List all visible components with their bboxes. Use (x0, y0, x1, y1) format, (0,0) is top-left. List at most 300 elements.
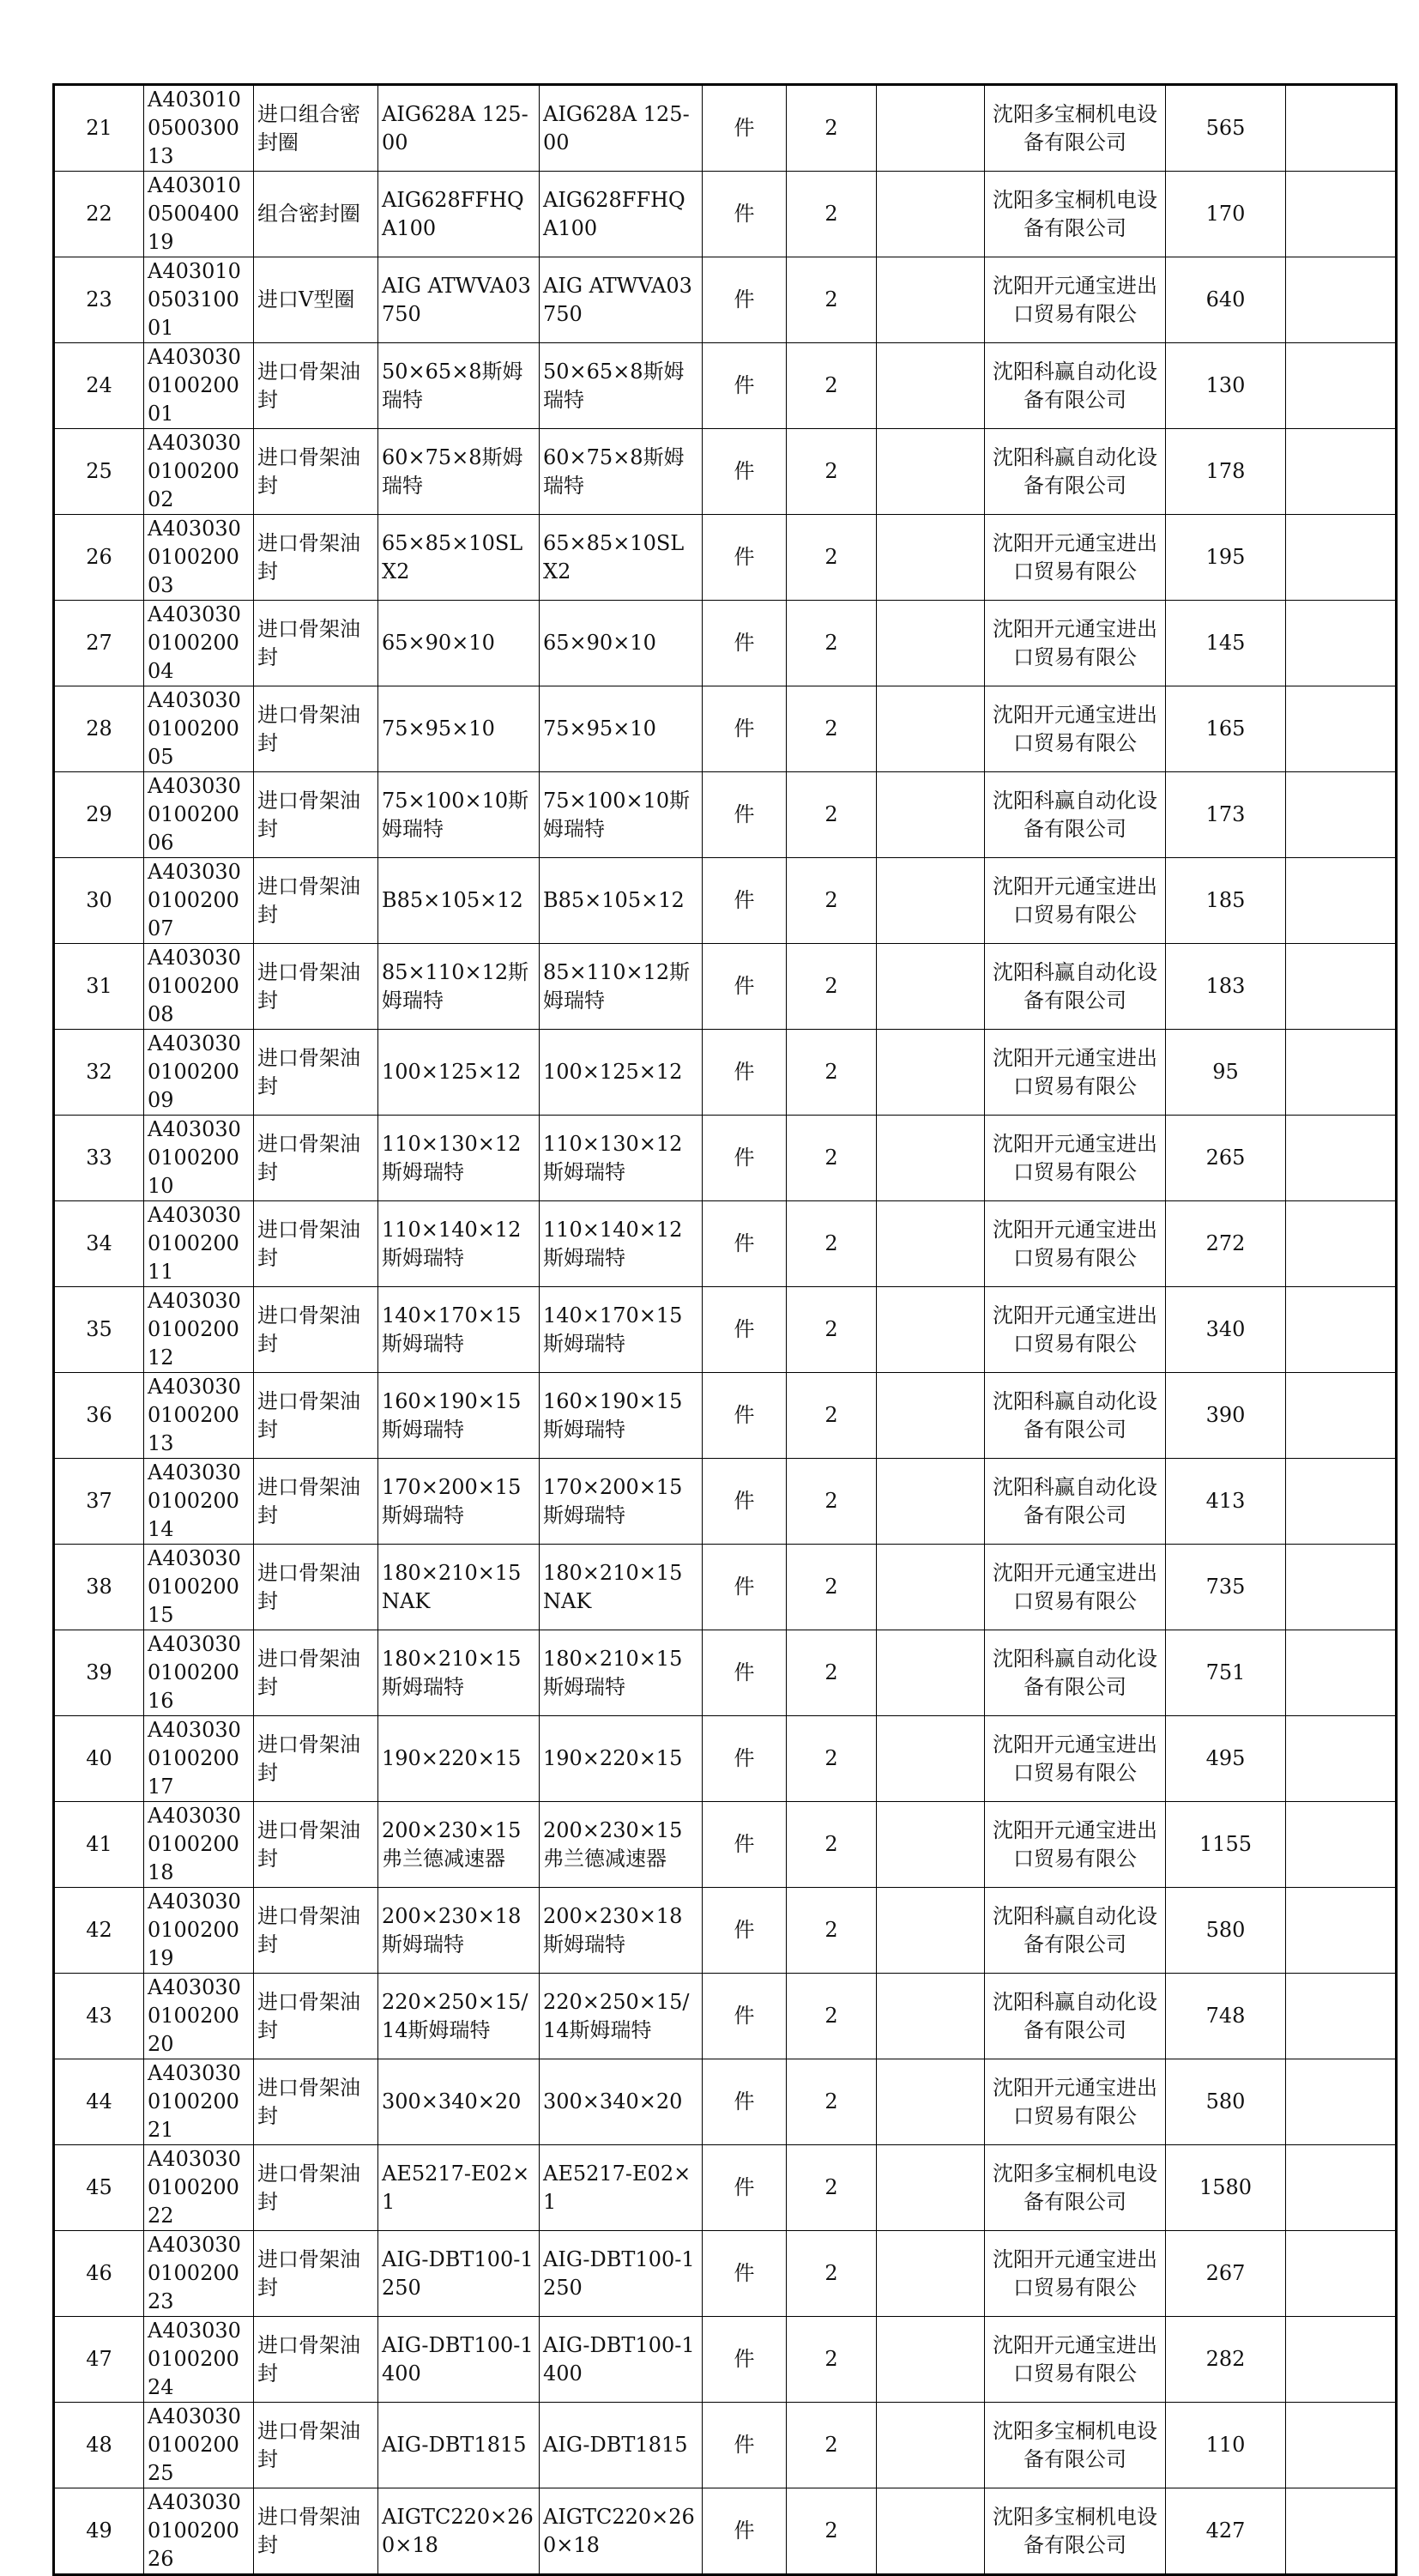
price-cell: 173 (1166, 772, 1286, 858)
remark-cell (1286, 1030, 1397, 1116)
supplier-cell: 沈阳多宝桐机电设备有限公司 (985, 2145, 1166, 2231)
specification-cell: AIG-DBT100-1250 (378, 2231, 540, 2317)
material-code-cell: A403030010020002 (144, 429, 254, 515)
quantity-cell: 2 (787, 1373, 877, 1459)
table-row (54, 515, 1397, 601)
remark-cell (1286, 343, 1397, 429)
material-code-cell: A403030010020001 (144, 343, 254, 429)
table-row (54, 2488, 1397, 2575)
note-cell (877, 515, 985, 601)
material-name-cell: 进口骨架油封 (254, 1030, 378, 1116)
note-cell (877, 1974, 985, 2059)
specification-cell: AIG ATWVA03750 (378, 257, 540, 343)
price-cell: 183 (1166, 944, 1286, 1030)
note-cell (877, 2145, 985, 2231)
row-number-cell: 28 (54, 686, 144, 772)
remark-cell (1286, 2231, 1397, 2317)
quantity-cell: 2 (787, 1287, 877, 1373)
unit-cell: 件 (703, 1630, 787, 1716)
remark-cell (1286, 172, 1397, 257)
supplier-cell: 沈阳科赢自动化设备有限公司 (985, 1459, 1166, 1545)
note-cell (877, 1630, 985, 1716)
material-name-cell: 进口骨架油封 (254, 601, 378, 686)
note-cell (877, 1545, 985, 1630)
remark-cell (1286, 601, 1397, 686)
material-name-cell: 进口骨架油封 (254, 2403, 378, 2488)
material-name-cell: 进口骨架油封 (254, 2145, 378, 2231)
supplier-cell: 沈阳开元通宝进出口贸易有限公 (985, 2317, 1166, 2403)
row-number-cell: 26 (54, 515, 144, 601)
table-row (54, 1716, 1397, 1802)
remark-cell (1286, 1974, 1397, 2059)
quantity-cell: 2 (787, 772, 877, 858)
material-name-cell: 进口骨架油封 (254, 772, 378, 858)
model-cell: 220×250×15/14斯姆瑞特 (540, 1974, 703, 2059)
price-cell: 1155 (1166, 1802, 1286, 1888)
table-row (54, 2317, 1397, 2403)
remark-cell (1286, 2403, 1397, 2488)
specification-cell: 60×75×8斯姆瑞特 (378, 429, 540, 515)
material-code-cell: A403030010020019 (144, 1888, 254, 1974)
quantity-cell: 2 (787, 2145, 877, 2231)
model-cell: 200×230×15弗兰德减速器 (540, 1802, 703, 1888)
note-cell (877, 2488, 985, 2575)
model-cell: AIG628FFHQA100 (540, 172, 703, 257)
material-name-cell: 进口V型圈 (254, 257, 378, 343)
remark-cell (1286, 858, 1397, 944)
note-cell (877, 858, 985, 944)
row-number-cell: 42 (54, 1888, 144, 1974)
table-row (54, 2231, 1397, 2317)
note-cell (877, 686, 985, 772)
material-code-cell: A403030010020024 (144, 2317, 254, 2403)
note-cell (877, 343, 985, 429)
unit-cell: 件 (703, 858, 787, 944)
material-name-cell: 进口骨架油封 (254, 1287, 378, 1373)
quantity-cell: 2 (787, 2059, 877, 2145)
row-number-cell: 24 (54, 343, 144, 429)
remark-cell (1286, 429, 1397, 515)
specification-cell: 170×200×15斯姆瑞特 (378, 1459, 540, 1545)
supplier-cell: 沈阳开元通宝进出口贸易有限公 (985, 858, 1166, 944)
remark-cell (1286, 2488, 1397, 2575)
unit-cell: 件 (703, 2145, 787, 2231)
supplier-cell: 沈阳科赢自动化设备有限公司 (985, 429, 1166, 515)
unit-cell: 件 (703, 1373, 787, 1459)
unit-cell: 件 (703, 2488, 787, 2575)
material-name-cell: 进口骨架油封 (254, 1116, 378, 1201)
price-cell: 282 (1166, 2317, 1286, 2403)
remark-cell (1286, 1459, 1397, 1545)
supplier-cell: 沈阳科赢自动化设备有限公司 (985, 1630, 1166, 1716)
model-cell: 170×200×15斯姆瑞特 (540, 1459, 703, 1545)
model-cell: 190×220×15 (540, 1716, 703, 1802)
specification-cell: 50×65×8斯姆瑞特 (378, 343, 540, 429)
material-name-cell: 进口骨架油封 (254, 858, 378, 944)
specification-cell: AIG-DBT1815 (378, 2403, 540, 2488)
note-cell (877, 601, 985, 686)
remark-cell (1286, 1716, 1397, 1802)
remark-cell (1286, 2059, 1397, 2145)
material-code-cell: A403030010020020 (144, 1974, 254, 2059)
model-cell: AIG628A 125-00 (540, 85, 703, 172)
material-name-cell: 进口骨架油封 (254, 1888, 378, 1974)
row-number-cell: 37 (54, 1459, 144, 1545)
price-cell: 178 (1166, 429, 1286, 515)
remark-cell (1286, 772, 1397, 858)
quantity-cell: 2 (787, 2317, 877, 2403)
note-cell (877, 1459, 985, 1545)
table-row (54, 2059, 1397, 2145)
quantity-cell: 2 (787, 85, 877, 172)
price-cell: 580 (1166, 2059, 1286, 2145)
supplier-cell: 沈阳科赢自动化设备有限公司 (985, 944, 1166, 1030)
specification-cell: AE5217-E02×1 (378, 2145, 540, 2231)
model-cell: 100×125×12 (540, 1030, 703, 1116)
remark-cell (1286, 944, 1397, 1030)
table-row (54, 686, 1397, 772)
remark-cell (1286, 1373, 1397, 1459)
row-number-cell: 31 (54, 944, 144, 1030)
table-row (54, 1030, 1397, 1116)
supplier-cell: 沈阳科赢自动化设备有限公司 (985, 1373, 1166, 1459)
supplier-cell: 沈阳多宝桐机电设备有限公司 (985, 2488, 1166, 2575)
row-number-cell: 29 (54, 772, 144, 858)
row-number-cell: 46 (54, 2231, 144, 2317)
material-code-cell: A403030010020023 (144, 2231, 254, 2317)
material-name-cell: 进口组合密封圈 (254, 85, 378, 172)
specification-cell: 190×220×15 (378, 1716, 540, 1802)
remark-cell (1286, 1287, 1397, 1373)
row-number-cell: 21 (54, 85, 144, 172)
specification-cell: AIG628A 125-00 (378, 85, 540, 172)
row-number-cell: 30 (54, 858, 144, 944)
model-cell: AIG ATWVA03750 (540, 257, 703, 343)
table-row (54, 858, 1397, 944)
material-name-cell: 进口骨架油封 (254, 2488, 378, 2575)
table-row (54, 343, 1397, 429)
supplier-cell: 沈阳开元通宝进出口贸易有限公 (985, 1030, 1166, 1116)
row-number-cell: 49 (54, 2488, 144, 2575)
table-row (54, 1116, 1397, 1201)
material-code-cell: A403030010020007 (144, 858, 254, 944)
price-cell: 640 (1166, 257, 1286, 343)
specification-cell: 75×95×10 (378, 686, 540, 772)
model-cell: AIG-DBT100-1250 (540, 2231, 703, 2317)
row-number-cell: 33 (54, 1116, 144, 1201)
material-name-cell: 进口骨架油封 (254, 343, 378, 429)
model-cell: 180×210×15NAK (540, 1545, 703, 1630)
material-code-cell: A403030010020010 (144, 1116, 254, 1201)
quantity-cell: 2 (787, 858, 877, 944)
remark-cell (1286, 686, 1397, 772)
unit-cell: 件 (703, 2403, 787, 2488)
specification-cell: 100×125×12 (378, 1030, 540, 1116)
specification-cell: 140×170×15斯姆瑞特 (378, 1287, 540, 1373)
material-code-cell: A403030010020008 (144, 944, 254, 1030)
quantity-cell: 2 (787, 257, 877, 343)
price-cell: 110 (1166, 2403, 1286, 2488)
unit-cell: 件 (703, 1545, 787, 1630)
material-name-cell: 进口骨架油封 (254, 1716, 378, 1802)
model-cell: 65×90×10 (540, 601, 703, 686)
model-cell: 160×190×15斯姆瑞特 (540, 1373, 703, 1459)
table-row (54, 429, 1397, 515)
material-code-cell: A403030010020003 (144, 515, 254, 601)
note-cell (877, 85, 985, 172)
supplier-cell: 沈阳开元通宝进出口贸易有限公 (985, 515, 1166, 601)
remark-cell (1286, 2145, 1397, 2231)
material-code-cell: A403010050040019 (144, 172, 254, 257)
table-row (54, 1459, 1397, 1545)
material-name-cell: 进口骨架油封 (254, 1545, 378, 1630)
material-code-cell: A403010050030013 (144, 85, 254, 172)
price-cell: 165 (1166, 686, 1286, 772)
table-body (54, 85, 1397, 2575)
quantity-cell: 2 (787, 601, 877, 686)
row-number-cell: 48 (54, 2403, 144, 2488)
material-code-cell: A403030010020011 (144, 1201, 254, 1287)
quantity-cell: 2 (787, 1630, 877, 1716)
row-number-cell: 22 (54, 172, 144, 257)
quantity-cell: 2 (787, 515, 877, 601)
row-number-cell: 45 (54, 2145, 144, 2231)
price-cell: 267 (1166, 2231, 1286, 2317)
quantity-cell: 2 (787, 686, 877, 772)
price-cell: 427 (1166, 2488, 1286, 2575)
row-number-cell: 32 (54, 1030, 144, 1116)
supplier-cell: 沈阳科赢自动化设备有限公司 (985, 1888, 1166, 1974)
specification-cell: 220×250×15/14斯姆瑞特 (378, 1974, 540, 2059)
material-code-cell: A403030010020018 (144, 1802, 254, 1888)
price-cell: 495 (1166, 1716, 1286, 1802)
table-row (54, 257, 1397, 343)
row-number-cell: 27 (54, 601, 144, 686)
price-cell: 580 (1166, 1888, 1286, 1974)
table-row (54, 2403, 1397, 2488)
remark-cell (1286, 1888, 1397, 1974)
model-cell: 180×210×15斯姆瑞特 (540, 1630, 703, 1716)
model-cell: 50×65×8斯姆瑞特 (540, 343, 703, 429)
price-cell: 95 (1166, 1030, 1286, 1116)
material-name-cell: 进口骨架油封 (254, 515, 378, 601)
row-number-cell: 40 (54, 1716, 144, 1802)
unit-cell: 件 (703, 1716, 787, 1802)
unit-cell: 件 (703, 1116, 787, 1201)
price-cell: 130 (1166, 343, 1286, 429)
quantity-cell: 2 (787, 1545, 877, 1630)
model-cell: B85×105×12 (540, 858, 703, 944)
row-number-cell: 44 (54, 2059, 144, 2145)
price-cell: 170 (1166, 172, 1286, 257)
material-name-cell: 进口骨架油封 (254, 2231, 378, 2317)
material-name-cell: 进口骨架油封 (254, 429, 378, 515)
note-cell (877, 1802, 985, 1888)
material-code-cell: A403030010020013 (144, 1373, 254, 1459)
note-cell (877, 1030, 985, 1116)
unit-cell: 件 (703, 1974, 787, 2059)
quantity-cell: 2 (787, 1716, 877, 1802)
model-cell: 110×140×12斯姆瑞特 (540, 1201, 703, 1287)
quantity-cell: 2 (787, 1201, 877, 1287)
price-cell: 272 (1166, 1201, 1286, 1287)
quantity-cell: 2 (787, 172, 877, 257)
model-cell: 110×130×12斯姆瑞特 (540, 1116, 703, 1201)
model-cell: 85×110×12斯姆瑞特 (540, 944, 703, 1030)
supplier-cell: 沈阳开元通宝进出口贸易有限公 (985, 686, 1166, 772)
specification-cell: 200×230×15弗兰德减速器 (378, 1802, 540, 1888)
unit-cell: 件 (703, 1802, 787, 1888)
quantity-cell: 2 (787, 2231, 877, 2317)
supplier-cell: 沈阳科赢自动化设备有限公司 (985, 1974, 1166, 2059)
note-cell (877, 944, 985, 1030)
unit-cell: 件 (703, 601, 787, 686)
remark-cell (1286, 1545, 1397, 1630)
remark-cell (1286, 515, 1397, 601)
supplier-cell: 沈阳多宝桐机电设备有限公司 (985, 172, 1166, 257)
model-cell: 75×95×10 (540, 686, 703, 772)
supplier-cell: 沈阳开元通宝进出口贸易有限公 (985, 1545, 1166, 1630)
remark-cell (1286, 1201, 1397, 1287)
material-name-cell: 组合密封圈 (254, 172, 378, 257)
row-number-cell: 23 (54, 257, 144, 343)
material-name-cell: 进口骨架油封 (254, 686, 378, 772)
unit-cell: 件 (703, 343, 787, 429)
quantity-cell: 2 (787, 1974, 877, 2059)
unit-cell: 件 (703, 257, 787, 343)
quantity-cell: 2 (787, 1459, 877, 1545)
specification-cell: 75×100×10斯姆瑞特 (378, 772, 540, 858)
material-name-cell: 进口骨架油封 (254, 1201, 378, 1287)
table-row (54, 85, 1397, 172)
row-number-cell: 25 (54, 429, 144, 515)
model-cell: AIG-DBT100-1400 (540, 2317, 703, 2403)
row-number-cell: 35 (54, 1287, 144, 1373)
price-cell: 751 (1166, 1630, 1286, 1716)
specification-cell: 180×210×15NAK (378, 1545, 540, 1630)
material-code-cell: A403030010020016 (144, 1630, 254, 1716)
material-name-cell: 进口骨架油封 (254, 1459, 378, 1545)
price-cell: 340 (1166, 1287, 1286, 1373)
supplier-cell: 沈阳多宝桐机电设备有限公司 (985, 85, 1166, 172)
model-cell: AIG-DBT1815 (540, 2403, 703, 2488)
unit-cell: 件 (703, 772, 787, 858)
supplier-cell: 沈阳开元通宝进出口贸易有限公 (985, 1287, 1166, 1373)
model-cell: 60×75×8斯姆瑞特 (540, 429, 703, 515)
row-number-cell: 38 (54, 1545, 144, 1630)
unit-cell: 件 (703, 515, 787, 601)
specification-cell: AIG628FFHQA100 (378, 172, 540, 257)
unit-cell: 件 (703, 1459, 787, 1545)
specification-cell: AIGTC220×260×18 (378, 2488, 540, 2575)
material-code-cell: A403030010020014 (144, 1459, 254, 1545)
material-code-cell: A403030010020015 (144, 1545, 254, 1630)
remark-cell (1286, 1116, 1397, 1201)
material-code-cell: A403030010020009 (144, 1030, 254, 1116)
material-code-cell: A403030010020005 (144, 686, 254, 772)
unit-cell: 件 (703, 1201, 787, 1287)
remark-cell (1286, 257, 1397, 343)
price-cell: 265 (1166, 1116, 1286, 1201)
note-cell (877, 1716, 985, 1802)
material-code-cell: A403030010020006 (144, 772, 254, 858)
row-number-cell: 36 (54, 1373, 144, 1459)
price-cell: 735 (1166, 1545, 1286, 1630)
remark-cell (1286, 1802, 1397, 1888)
unit-cell: 件 (703, 2231, 787, 2317)
table-row (54, 944, 1397, 1030)
table-row (54, 1287, 1397, 1373)
model-cell: 65×85×10SLX2 (540, 515, 703, 601)
note-cell (877, 429, 985, 515)
price-cell: 145 (1166, 601, 1286, 686)
specification-cell: 160×190×15斯姆瑞特 (378, 1373, 540, 1459)
table-row (54, 1974, 1397, 2059)
quantity-cell: 2 (787, 1888, 877, 1974)
note-cell (877, 1287, 985, 1373)
material-name-cell: 进口骨架油封 (254, 1630, 378, 1716)
unit-cell: 件 (703, 2317, 787, 2403)
table-row (54, 1201, 1397, 1287)
unit-cell: 件 (703, 944, 787, 1030)
supplier-cell: 沈阳开元通宝进出口贸易有限公 (985, 2231, 1166, 2317)
supplier-cell: 沈阳多宝桐机电设备有限公司 (985, 2403, 1166, 2488)
unit-cell: 件 (703, 85, 787, 172)
note-cell (877, 2403, 985, 2488)
supplier-cell: 沈阳开元通宝进出口贸易有限公 (985, 1201, 1166, 1287)
unit-cell: 件 (703, 1888, 787, 1974)
quantity-cell: 2 (787, 2403, 877, 2488)
table-row (54, 1373, 1397, 1459)
specification-cell: B85×105×12 (378, 858, 540, 944)
note-cell (877, 1201, 985, 1287)
material-name-cell: 进口骨架油封 (254, 944, 378, 1030)
supplier-cell: 沈阳科赢自动化设备有限公司 (985, 343, 1166, 429)
table-row (54, 601, 1397, 686)
table-row (54, 1802, 1397, 1888)
note-cell (877, 257, 985, 343)
supplier-cell: 沈阳开元通宝进出口贸易有限公 (985, 257, 1166, 343)
material-name-cell: 进口骨架油封 (254, 2317, 378, 2403)
note-cell (877, 2059, 985, 2145)
quantity-cell: 2 (787, 429, 877, 515)
note-cell (877, 172, 985, 257)
model-cell: 200×230×18斯姆瑞特 (540, 1888, 703, 1974)
note-cell (877, 1373, 985, 1459)
table-row (54, 1545, 1397, 1630)
material-name-cell: 进口骨架油封 (254, 1373, 378, 1459)
material-name-cell: 进口骨架油封 (254, 1802, 378, 1888)
supplier-cell: 沈阳开元通宝进出口贸易有限公 (985, 601, 1166, 686)
material-code-cell: A403030010020017 (144, 1716, 254, 1802)
remark-cell (1286, 2317, 1397, 2403)
specification-cell: AIG-DBT100-1400 (378, 2317, 540, 2403)
specification-cell: 180×210×15斯姆瑞特 (378, 1630, 540, 1716)
price-cell: 195 (1166, 515, 1286, 601)
note-cell (877, 1888, 985, 1974)
quantity-cell: 2 (787, 1802, 877, 1888)
material-code-cell: A403030010020004 (144, 601, 254, 686)
table-row (54, 1888, 1397, 1974)
row-number-cell: 43 (54, 1974, 144, 2059)
table-row (54, 772, 1397, 858)
material-code-cell: A403030010020012 (144, 1287, 254, 1373)
supplier-cell: 沈阳开元通宝进出口贸易有限公 (985, 2059, 1166, 2145)
model-cell: 300×340×20 (540, 2059, 703, 2145)
unit-cell: 件 (703, 1287, 787, 1373)
note-cell (877, 2317, 985, 2403)
model-cell: 140×170×15斯姆瑞特 (540, 1287, 703, 1373)
